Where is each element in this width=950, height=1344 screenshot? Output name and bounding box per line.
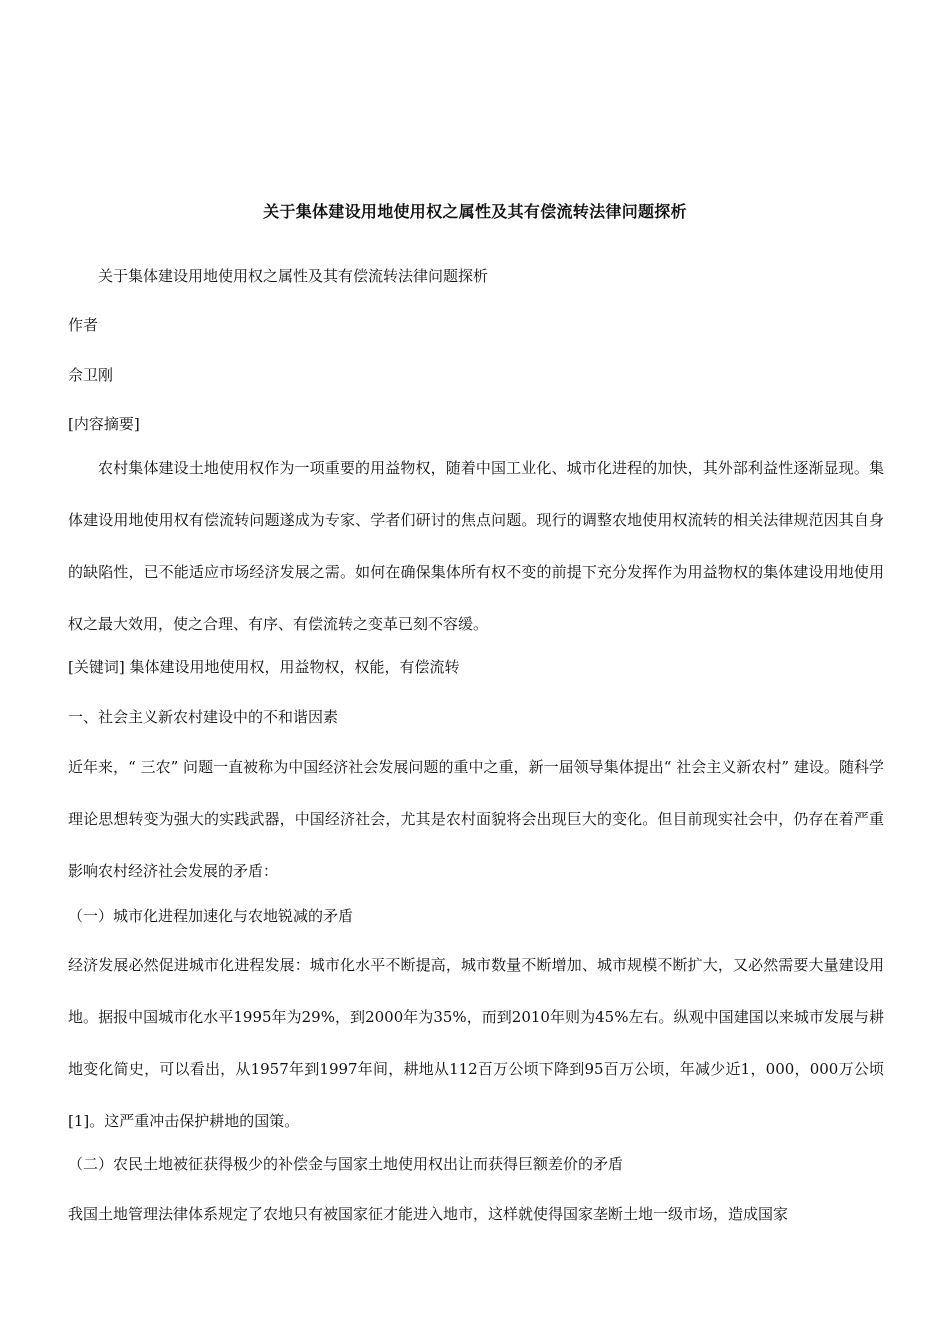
section-1-paragraph: 近年来，“ 三农” 问题一直被称为中国经济社会发展问题的重中之重，新一届领导集体提出“ 社会主义新农村” 建设。随科学理论思想转变为强大的实践武器，中国经济社会，尤其是农村面貌将会出现巨大的变化。但目前现实社会中，仍存在着严重影响农村经济社会发展的矛盾： bbox=[68, 758, 884, 880]
subsection-2-paragraph: 我国土地管理法律体系规定了农地只有被国家征才能进入地市，这样就使得国家垄断土地一级市场，造成国家 bbox=[68, 1205, 789, 1223]
subsection-1-paragraph: 经济发展必然促进城市化进程发展：城市化水平不断提高，城市数量不断增加、城市规模不断扩大，又必然需要大量建设用地。据报中国城市化水平1995年为29%，到2000年为35%，而到2010年则为45%左右。纵观中国建国以来城市发展与耕地变化简史，可以看出，从1957年到1997年间，耕地从112百万公顷下降到95百万公顷，年减少近1，000，000万公顷[1]。这严重冲击保护耕地的国策。 bbox=[68, 956, 884, 1130]
subsection-heading-1: （一）城市化进程加速化与农地锐减的矛盾 bbox=[68, 907, 354, 925]
abstract-paragraph: 农村集体建设土地使用权作为一项重要的用益物权，随着中国工业化、城市化进程的加快，其外部利益性逐渐显现。集体建设用地使用权有偿流转问题遂成为专家、学者们研讨的焦点问题。现行的调整农地使用权流转的相关法律规范因其自身的缺陷性，已不能适应市场经济发展之需。如何在确保集体所有权不变的前提下充分发挥作为用益物权的集体建设用地使用权之最大效用，使之合理、有序、有偿流转之变革已刻不容缓。 bbox=[68, 459, 884, 633]
section-heading-1: 一、社会主义新农村建设中的不和谐因素 bbox=[68, 708, 339, 726]
subsection-heading-2: （二）农民土地被征获得极少的补偿金与国家土地使用权出让而获得巨额差价的矛盾 bbox=[68, 1155, 624, 1173]
keywords-line: [关键词] 集体建设用地使用权，用益物权，权能，有偿流转 bbox=[68, 658, 460, 676]
abstract-label: [内容摘要] bbox=[68, 415, 140, 433]
author-name: 佘卫刚 bbox=[68, 366, 114, 384]
document-subtitle: 关于集体建设用地使用权之属性及其有偿流转法律问题探析 bbox=[98, 267, 489, 285]
document-title: 关于集体建设用地使用权之属性及其有偿流转法律问题探析 bbox=[263, 202, 687, 221]
author-label: 作者 bbox=[68, 316, 99, 334]
